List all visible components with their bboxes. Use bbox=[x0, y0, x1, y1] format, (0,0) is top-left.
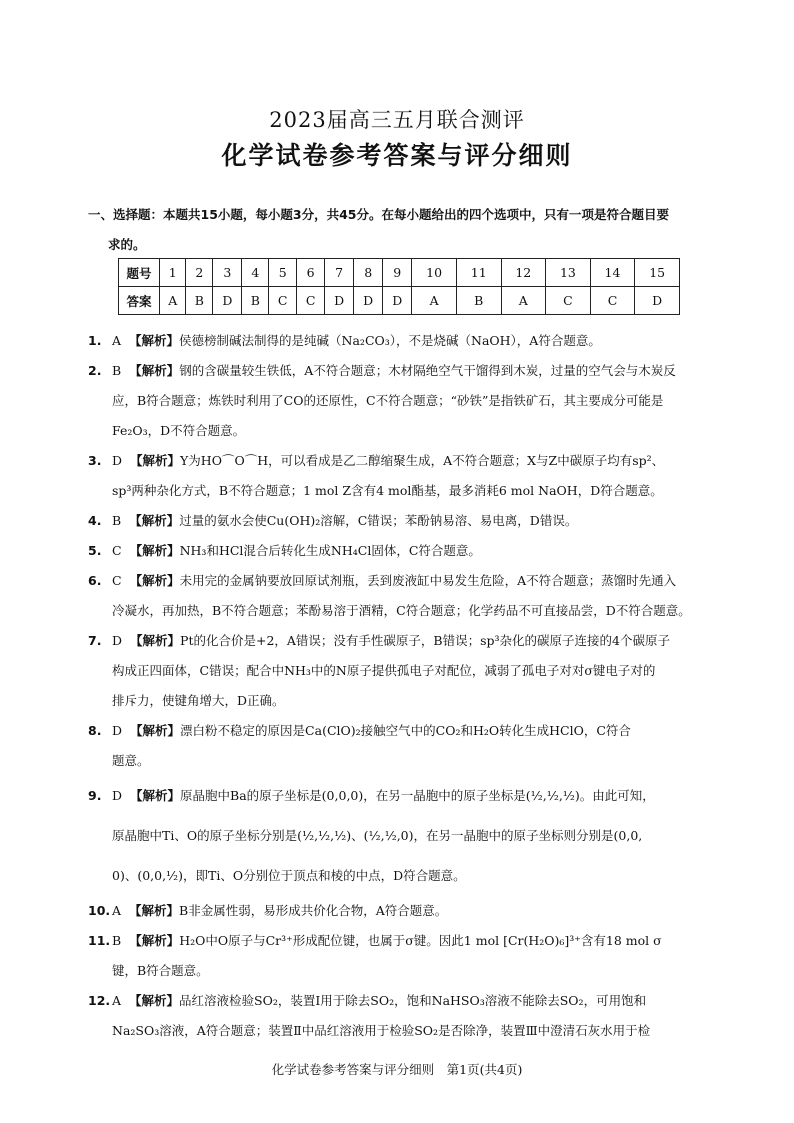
analysis-tag: 【解析】 bbox=[130, 633, 181, 648]
item-number: 3. bbox=[88, 453, 102, 468]
answer-cell: D bbox=[635, 287, 680, 315]
question-number-cell: 11 bbox=[456, 259, 501, 287]
explanation-line bbox=[112, 856, 716, 896]
answer-cell: B bbox=[456, 287, 501, 315]
question-number-cell: 6 bbox=[297, 259, 325, 287]
explanation-line bbox=[112, 896, 716, 926]
answer-explanations bbox=[88, 326, 716, 1046]
question-number-cell: 5 bbox=[269, 259, 297, 287]
explanation-item bbox=[88, 356, 716, 446]
item-choice: D bbox=[112, 633, 123, 648]
question-number-cell: 14 bbox=[590, 259, 635, 287]
item-number: 11. bbox=[88, 933, 111, 948]
row-label-answer: 答案 bbox=[119, 287, 160, 315]
explanation-text: Na₂SO₃溶液，A符合题意；装置Ⅱ中品红溶液用于检验SO₂是否除净，装置Ⅲ中澄清石灰水用于检 bbox=[112, 1023, 651, 1038]
section-heading-cont: 求的。 bbox=[108, 237, 146, 252]
explanation-line bbox=[112, 1016, 716, 1046]
item-number: 9. bbox=[88, 788, 102, 803]
explanation-line bbox=[112, 716, 716, 746]
question-number-cell: 7 bbox=[325, 259, 354, 287]
explanation-line bbox=[112, 506, 716, 536]
item-choice: B bbox=[112, 933, 122, 948]
answer-cell: D bbox=[383, 287, 412, 315]
explanation-line bbox=[112, 536, 716, 566]
explanation-line bbox=[112, 386, 716, 416]
question-number-cell: 15 bbox=[635, 259, 680, 287]
explanation-text: 未用完的金属钠要放回原试剂瓶，丢到废液缸中易发生危险，A不符合题意；蒸馏时先通入 bbox=[179, 573, 677, 588]
item-choice: B bbox=[112, 363, 122, 378]
answer-cell: C bbox=[546, 287, 591, 315]
item-choice: D bbox=[112, 453, 123, 468]
explanation-text: 构成正四面体，C错误；配合中NH₃中的N原子提供孤电子对配位，减弱了孤电子对对σ键电子对的 bbox=[112, 663, 656, 678]
answer-cell: A bbox=[160, 287, 186, 315]
explanation-line bbox=[112, 926, 716, 956]
answer-table-answer-row bbox=[119, 287, 680, 315]
item-choice: C bbox=[112, 543, 122, 558]
section-heading bbox=[88, 200, 720, 260]
row-label-question: 题号 bbox=[119, 259, 160, 287]
explanation-line bbox=[112, 476, 716, 506]
explanation-line bbox=[112, 686, 716, 716]
exam-title: 2023届高三五月联合测评 bbox=[269, 108, 525, 132]
explanation-text: B非金属性弱，易形成共价化合物，A符合题意。 bbox=[179, 903, 448, 918]
explanation-text: 品红溶液检验SO₂，装置Ⅰ用于除去SO₂，饱和NaHSO₃溶液不能除去SO₂，可用饱和 bbox=[179, 993, 647, 1008]
explanation-line bbox=[112, 446, 716, 476]
explanation-line bbox=[112, 656, 716, 686]
document-title: 化学试卷参考答案与评分细则 bbox=[221, 141, 573, 170]
analysis-tag: 【解析】 bbox=[130, 723, 181, 738]
question-number-cell: 4 bbox=[242, 259, 269, 287]
answer-cell: C bbox=[590, 287, 635, 315]
analysis-tag: 【解析】 bbox=[129, 903, 180, 918]
explanation-item bbox=[88, 446, 716, 506]
explanation-text: 排斥力，使键角增大，D正确。 bbox=[112, 693, 285, 708]
answer-cell: C bbox=[269, 287, 297, 315]
explanation-text: 键，B符合题意。 bbox=[112, 963, 209, 978]
explanation-item bbox=[88, 986, 716, 1046]
explanation-text: 原晶胞中Ba的原子坐标是(0,0,0)，在另一晶胞中的原子坐标是(½,½,½)。由此可知， bbox=[180, 788, 655, 803]
explanation-text: sp³两种杂化方式，B不符合题意；1 mol Z含有4 mol酯基，最多消耗6 mol NaOH，D符合题意。 bbox=[112, 483, 663, 498]
explanation-text: Fe₂O₃，D不符合题意。 bbox=[112, 423, 246, 438]
question-number-cell: 3 bbox=[213, 259, 242, 287]
explanation-line bbox=[112, 776, 716, 816]
explanation-line bbox=[112, 566, 716, 596]
explanation-item bbox=[88, 716, 716, 776]
explanation-text: 侯德榜制碱法制得的是纯碱（Na₂CO₃），不是烧碱（NaOH），A符合题意。 bbox=[179, 333, 601, 348]
analysis-tag: 【解析】 bbox=[129, 333, 180, 348]
explanation-item bbox=[88, 566, 716, 626]
item-number: 5. bbox=[88, 543, 102, 558]
explanation-text: NH₃和HCl混合后转化生成NH₄Cl固体，C符合题意。 bbox=[179, 543, 481, 558]
explanation-item bbox=[88, 926, 716, 986]
section-heading-line: 一、选择题：本题共15小题，每小题3分，共45分。在每小题给出的四个选项中，只有一项是符合题目要 bbox=[88, 207, 669, 222]
explanation-text: 冷凝水，再加热，B不符合题意；苯酚易溶于酒精，C符合题意；化学药品不可直接品尝，D不符合题意。 bbox=[112, 603, 691, 618]
analysis-tag: 【解析】 bbox=[129, 543, 180, 558]
item-number: 2. bbox=[88, 363, 102, 378]
analysis-tag: 【解析】 bbox=[129, 513, 180, 528]
explanation-text: 钢的含碳量较生铁低，A不符合题意；木材隔绝空气干馏得到木炭，过量的空气会与木炭反 bbox=[179, 363, 676, 378]
question-number-cell: 13 bbox=[546, 259, 591, 287]
question-number-cell: 9 bbox=[383, 259, 412, 287]
item-number: 12. bbox=[88, 993, 111, 1008]
explanation-line bbox=[112, 956, 716, 986]
explanation-line bbox=[112, 596, 716, 626]
item-number: 7. bbox=[88, 633, 102, 648]
answer-cell: A bbox=[412, 287, 457, 315]
answer-cell: B bbox=[186, 287, 213, 315]
explanation-text: 0)、(0,0,½)，即Ti、O分别位于顶点和棱的中点，D符合题意。 bbox=[112, 868, 466, 883]
explanation-text: 过量的氨水会使Cu(OH)₂溶解，C错误；苯酚钠易溶、易电离，D错误。 bbox=[179, 513, 578, 528]
explanation-line bbox=[112, 626, 716, 656]
explanation-item bbox=[88, 896, 716, 926]
explanation-item bbox=[88, 536, 716, 566]
analysis-tag: 【解析】 bbox=[129, 933, 180, 948]
analysis-tag: 【解析】 bbox=[129, 573, 180, 588]
answer-cell: C bbox=[297, 287, 325, 315]
explanation-item bbox=[88, 626, 716, 716]
explanation-line bbox=[112, 416, 716, 446]
explanation-text: 漂白粉不稳定的原因是Ca(ClO)₂接触空气中的CO₂和H₂O转化生成HClO，C符合 bbox=[180, 723, 631, 738]
item-choice: D bbox=[112, 788, 123, 803]
explanation-item bbox=[88, 506, 716, 536]
question-number-cell: 10 bbox=[412, 259, 457, 287]
page-footer: 化学试卷参考答案与评分细则 第1页(共4页) bbox=[271, 1062, 523, 1077]
explanation-text: Pt的化合价是+2，A错误；没有手性碳原子，B错误；sp³杂化的碳原子连接的4个碳原子 bbox=[180, 633, 671, 648]
item-choice: D bbox=[112, 723, 123, 738]
item-choice: C bbox=[112, 573, 122, 588]
answer-table bbox=[118, 258, 680, 315]
explanation-line bbox=[112, 746, 716, 776]
explanation-text: 原晶胞中Ti、O的原子坐标分别是(½,½,½)、(½,½,0)，在另一晶胞中的原子坐标则分别是(0,0, bbox=[112, 828, 643, 843]
question-number-cell: 8 bbox=[354, 259, 383, 287]
answer-cell: D bbox=[325, 287, 354, 315]
answer-cell: A bbox=[501, 287, 546, 315]
analysis-tag: 【解析】 bbox=[130, 788, 181, 803]
explanation-text: 应，B符合题意；炼铁时利用了CO的还原性，C不符合题意；“砂铁”是指铁矿石，其主要成分可能是 bbox=[112, 393, 664, 408]
answer-table-number-row bbox=[119, 259, 680, 287]
answer-cell: B bbox=[242, 287, 269, 315]
analysis-tag: 【解析】 bbox=[129, 993, 180, 1008]
item-number: 1. bbox=[88, 333, 102, 348]
item-choice: A bbox=[112, 333, 122, 348]
explanation-item bbox=[88, 326, 716, 356]
question-number-cell: 2 bbox=[186, 259, 213, 287]
item-choice: A bbox=[112, 903, 122, 918]
question-number-cell: 12 bbox=[501, 259, 546, 287]
explanation-item bbox=[88, 776, 716, 896]
item-number: 6. bbox=[88, 573, 102, 588]
explanation-line bbox=[112, 986, 716, 1016]
item-number: 8. bbox=[88, 723, 102, 738]
analysis-tag: 【解析】 bbox=[130, 453, 181, 468]
explanation-line bbox=[112, 356, 716, 386]
explanation-text: Y为HO⌒O⌒H，可以看成是乙二醇缩聚生成，A不符合题意；X与Z中碳原子均有sp²、 bbox=[180, 453, 665, 468]
item-number: 10. bbox=[88, 903, 111, 918]
analysis-tag: 【解析】 bbox=[129, 363, 180, 378]
answer-cell: D bbox=[354, 287, 383, 315]
answer-cell: D bbox=[213, 287, 242, 315]
explanation-line bbox=[112, 816, 716, 856]
explanation-text: H₂O中O原子与Cr³⁺形成配位键，也属于σ键。因此1 mol [Cr(H₂O)₆]³⁺含有18 mol σ bbox=[179, 933, 662, 948]
explanation-text: 题意。 bbox=[112, 753, 150, 768]
explanation-line bbox=[112, 326, 716, 356]
item-choice: B bbox=[112, 513, 122, 528]
item-number: 4. bbox=[88, 513, 102, 528]
item-choice: A bbox=[112, 993, 122, 1008]
question-number-cell: 1 bbox=[160, 259, 186, 287]
